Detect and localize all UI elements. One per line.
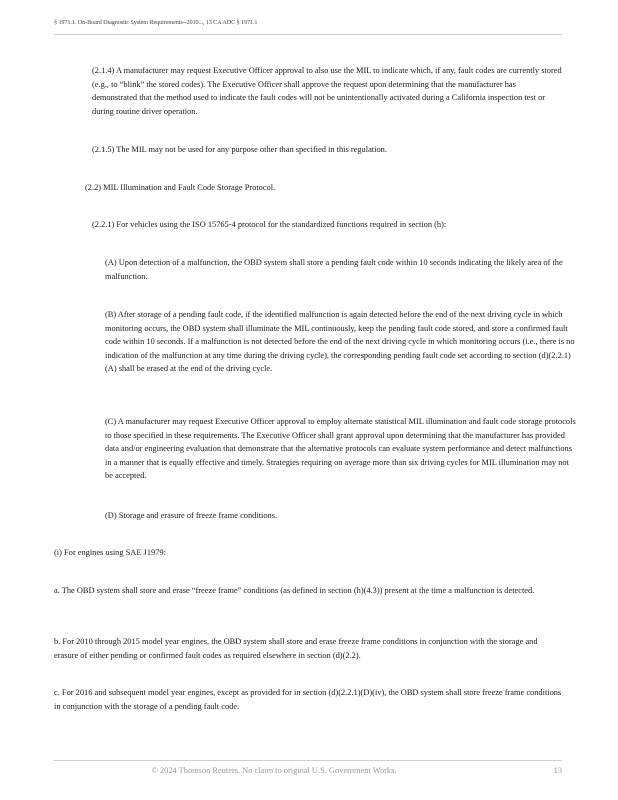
page-number: 13 (553, 766, 562, 775)
paragraph-b: (B) After storage of a pending fault code, if the identified malfunction is again detected before the end of the next driving cycle in which monitoring occurs, the OBD system shall illuminate the MIL continuously, keep the pending fault code stored, and store a confirmed fault code within 10 seconds. If a malfunction is not detected before the end of the next driving cycle in which monitoring occurs (i.e., there is no indication of the malfunction at any time during the driving cycle), the corresponding pending fault code set according to section (d)(2.2.1)(A) shall be erased at the end of the driving cycle. (105, 310, 575, 373)
paragraph-2-2-1: (2.2.1) For vehicles using the ISO 15765-4 protocol for the standardized functions required in section (h): (92, 220, 447, 229)
footer-copyright: © 2024 Thomson Reuters. No claim to original U.S. Government Works. (151, 766, 397, 775)
paragraph-c-lower: c. For 2016 and subsequent model year engines, except as provided for in section (d)(2.2.1)(D)(iv), the OBD system shall store freeze frame conditions in conjunction with the storage of a pending fault code. (54, 688, 562, 711)
running-header: § 1971.1. On-Board Diagnostic System Requirements--2010..., 13 CA ADC § 1971.1 (54, 19, 258, 26)
paragraph-2-2-heading: (2.2) MIL Illumination and Fault Code Storage Protocol. (85, 183, 276, 192)
paragraph-b-lower: b. For 2010 through 2015 model year engines, the OBD system shall store and erase freeze frame conditions in conjunction with the storage and erasure of either pending or confirmed fault codes as required elsewhere in section (d)(2.2). (54, 637, 538, 660)
header-divider (54, 34, 562, 35)
paragraph-d: (D) Storage and erasure of freeze frame conditions. (105, 511, 278, 520)
paragraph-a: (A) Upon detection of a malfunction, the OBD system shall store a pending fault code within 10 seconds indicating the likely area of the malfunction. (105, 258, 563, 281)
paragraph-i: (i) For engines using SAE J1979: (54, 548, 166, 557)
footer-divider (54, 760, 562, 761)
paragraph-a-lower: a. The OBD system shall store and erase “freeze frame” conditions (as defined in section (h)(4.3)) present at the time a malfunction is detected. (54, 586, 535, 595)
paragraph-c: (C) A manufacturer may request Executive Officer approval to employ alternate statistical MIL illumination and fault code storage protocols to those specified in these requirements. The Executive Officer shall grant approval upon determining that the manufacturer has provided data and/or engineering evaluation that demonstrate that the alternative protocols can evaluate system performance and detect malfunctions in a manner that is equally effective and timely. Strategies requiring on average more than six driving cycles for MIL illumination may not be accepted. (105, 417, 576, 480)
paragraph-2-1-4: (2.1.4) A manufacturer may request Executive Officer approval to also use the MIL to indicate which, if any, fault codes are currently stored (e.g., to “blink” the stored codes). The Executive Officer shall approve the request upon determining that the manufacturer has demonstrated that the method used to indicate the fault codes will not be unintentionally activated during a California inspection test or during routine driver operation. (92, 66, 562, 116)
paragraph-2-1-5: (2.1.5) The MIL may not be used for any purpose other than specified in this regulation. (92, 145, 387, 154)
